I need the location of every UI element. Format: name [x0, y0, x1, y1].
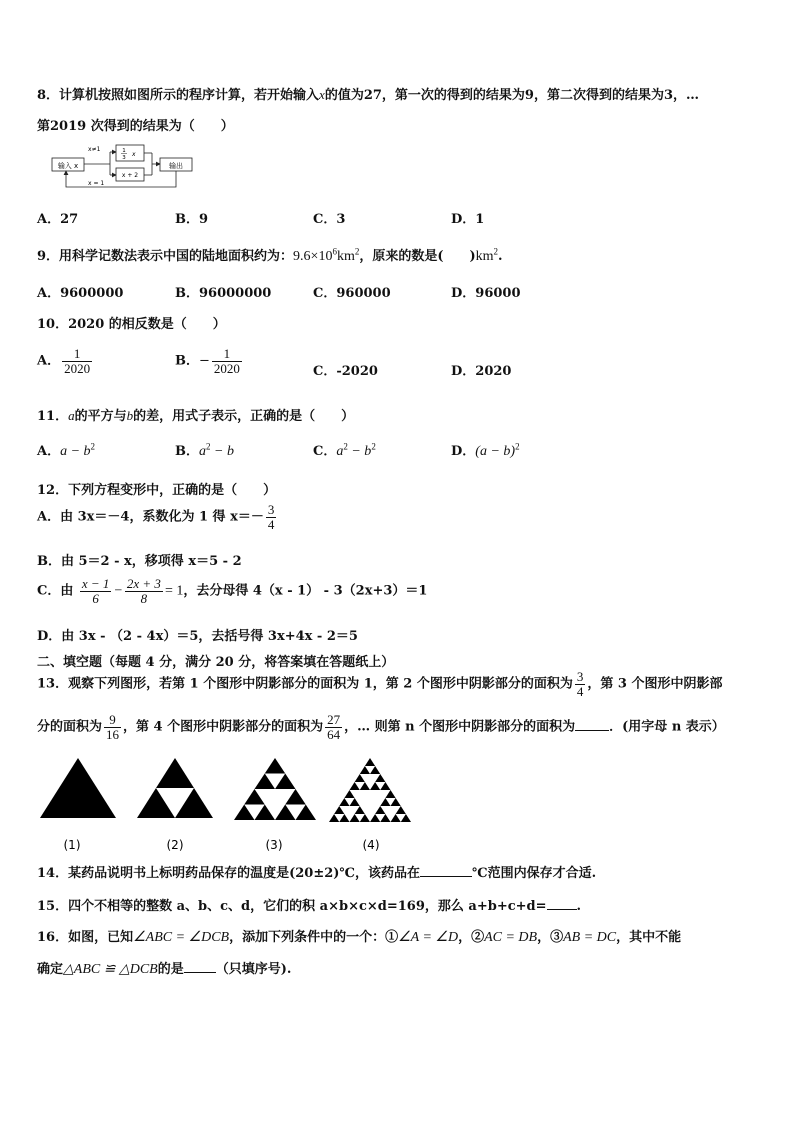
answer-blank[interactable] [184, 972, 216, 973]
q14-stem: 14．某药品说明书上标明药品保存的温度是(20±2)℃，该药品在 ℃范围内保存才合适. [37, 866, 597, 881]
q8-option-a[interactable]: A．27 [37, 212, 79, 227]
q11-option-b[interactable]: B．$a^2 - b$ [175, 441, 234, 459]
triangle-figure-3 [234, 758, 316, 820]
svg-text:x + 2: x + 2 [121, 172, 139, 179]
q12-stem: 12．下列方程变形中，正确的是（ ） [37, 483, 277, 498]
q15-stem: 15．四个不相等的整数 a、b、c、d，它们的积 a×b×c×d=169，那么 a+b+c+d= . [37, 899, 582, 914]
q11-option-c[interactable]: C．$a^2 - b^2$ [313, 441, 376, 459]
triangle-figure-4 [329, 758, 411, 822]
q8-flowchart [48, 144, 198, 190]
q8-line1: 8．计算机按照如图所示的程序计算，若开始输入x的值为27，第一次的得到的结果为9，第二次得到的结果为3，… [37, 87, 700, 103]
caption-4: (4) [362, 838, 380, 852]
answer-blank[interactable] [547, 909, 577, 910]
flow-input-text: 输入 x [57, 162, 79, 170]
flow-output-text: 输出 [169, 162, 183, 170]
triangle-figure-1 [40, 758, 116, 818]
q13-line1: 13．观察下列图形，若第 1 个图形中阴影部分的面积为 1，第 2 个图形中阴影部分的面积为 $\frac{3}{4}$ ，第 3 个图形中阴影部 [37, 669, 723, 699]
flow-cond2: x = 1 [88, 180, 105, 187]
q10-option-c[interactable]: C．-2020 [313, 364, 378, 379]
caption-2: (2) [166, 838, 184, 852]
section-heading: 二、填空题（每题 4 分，满分 20 分，将答案填在答题纸上） [37, 655, 395, 670]
q8-line2: 第2019 次得到的结果为（ ） [37, 119, 234, 134]
q13-figures [36, 756, 426, 856]
q12-option-b[interactable]: B．由 5＝2 - x，移项得 x＝5 - 2 [37, 554, 242, 569]
triangle-figure-2 [137, 758, 213, 818]
q9-option-b[interactable]: B．96000000 [175, 286, 272, 301]
q11-option-d[interactable]: D．$(a - b)^2$ [451, 441, 520, 459]
svg-text:3: 3 [122, 155, 126, 161]
q10-stem: 10．2020 的相反数是（ ） [37, 317, 226, 332]
q9-option-a[interactable]: A．9600000 [37, 286, 124, 301]
q10-option-a[interactable]: A． $\frac{1}{2020}$ [37, 346, 91, 376]
caption-3: (3) [265, 838, 283, 852]
q8-option-c[interactable]: C．3 [313, 212, 346, 227]
svg-text:1: 1 [122, 148, 126, 154]
answer-blank[interactable] [575, 730, 609, 731]
q11-stem: 11．a的平方与b的差，用式子表示，正确的是（ ） [37, 408, 355, 424]
q10-option-b[interactable]: B．− $\frac{1}{2020}$ [175, 346, 240, 376]
q11-option-a[interactable]: A．$a - b^2$ [37, 441, 96, 459]
q9-option-d[interactable]: D．96000 [451, 286, 521, 301]
q12-option-d[interactable]: D．由 3x - （2 - 4x）＝5，去括号得 3x+4x - 2＝5 [37, 629, 358, 644]
q13-line2: 分的面积为 $\frac{9}{16}$ ，第 4 个图形中阴影部分的面积为 $\frac{27}{64}$ ，… 则第 n 个图形中阴影部分的面积为 ．(用字母 n 表示） [37, 712, 725, 742]
q16-line1: 16．如图，已知∠ABC = ∠DCB，添加下列条件中的一个：①∠A = ∠D，②AC = DB，③AB = DC，其中不能 [37, 930, 682, 945]
q12-option-a[interactable]: A．由 3x＝－4，系数化为 1 得 x＝－ $\frac{3}{4}$ [37, 502, 275, 532]
q12-option-c[interactable]: C．由 $\frac{x - 1}{6}$ − $\frac{2x + 3}{8}$ = 1，去分母得 4（x - 1） - 3（2x+3）＝1 [37, 576, 428, 606]
flow-cond1: x≠1 [88, 146, 101, 153]
q9-stem: 9．用科学记数法表示中国的陆地面积约为：$9.6\times 10^6km^2$，原来的数是( )$km^2$. [37, 246, 503, 264]
q8-option-d[interactable]: D．1 [451, 212, 485, 227]
q9-option-c[interactable]: C．960000 [313, 286, 391, 301]
caption-1: (1) [63, 838, 81, 852]
var-x: x [319, 87, 325, 102]
answer-blank[interactable] [420, 876, 472, 877]
q10-option-d[interactable]: D．2020 [451, 364, 512, 379]
svg-text:x: x [132, 151, 136, 158]
flow-op1-box [116, 145, 144, 161]
q16-line2: 确定△ABC ≌ △DCB的是 （只填序号). [37, 962, 292, 977]
q8-option-b[interactable]: B．9 [175, 212, 209, 227]
